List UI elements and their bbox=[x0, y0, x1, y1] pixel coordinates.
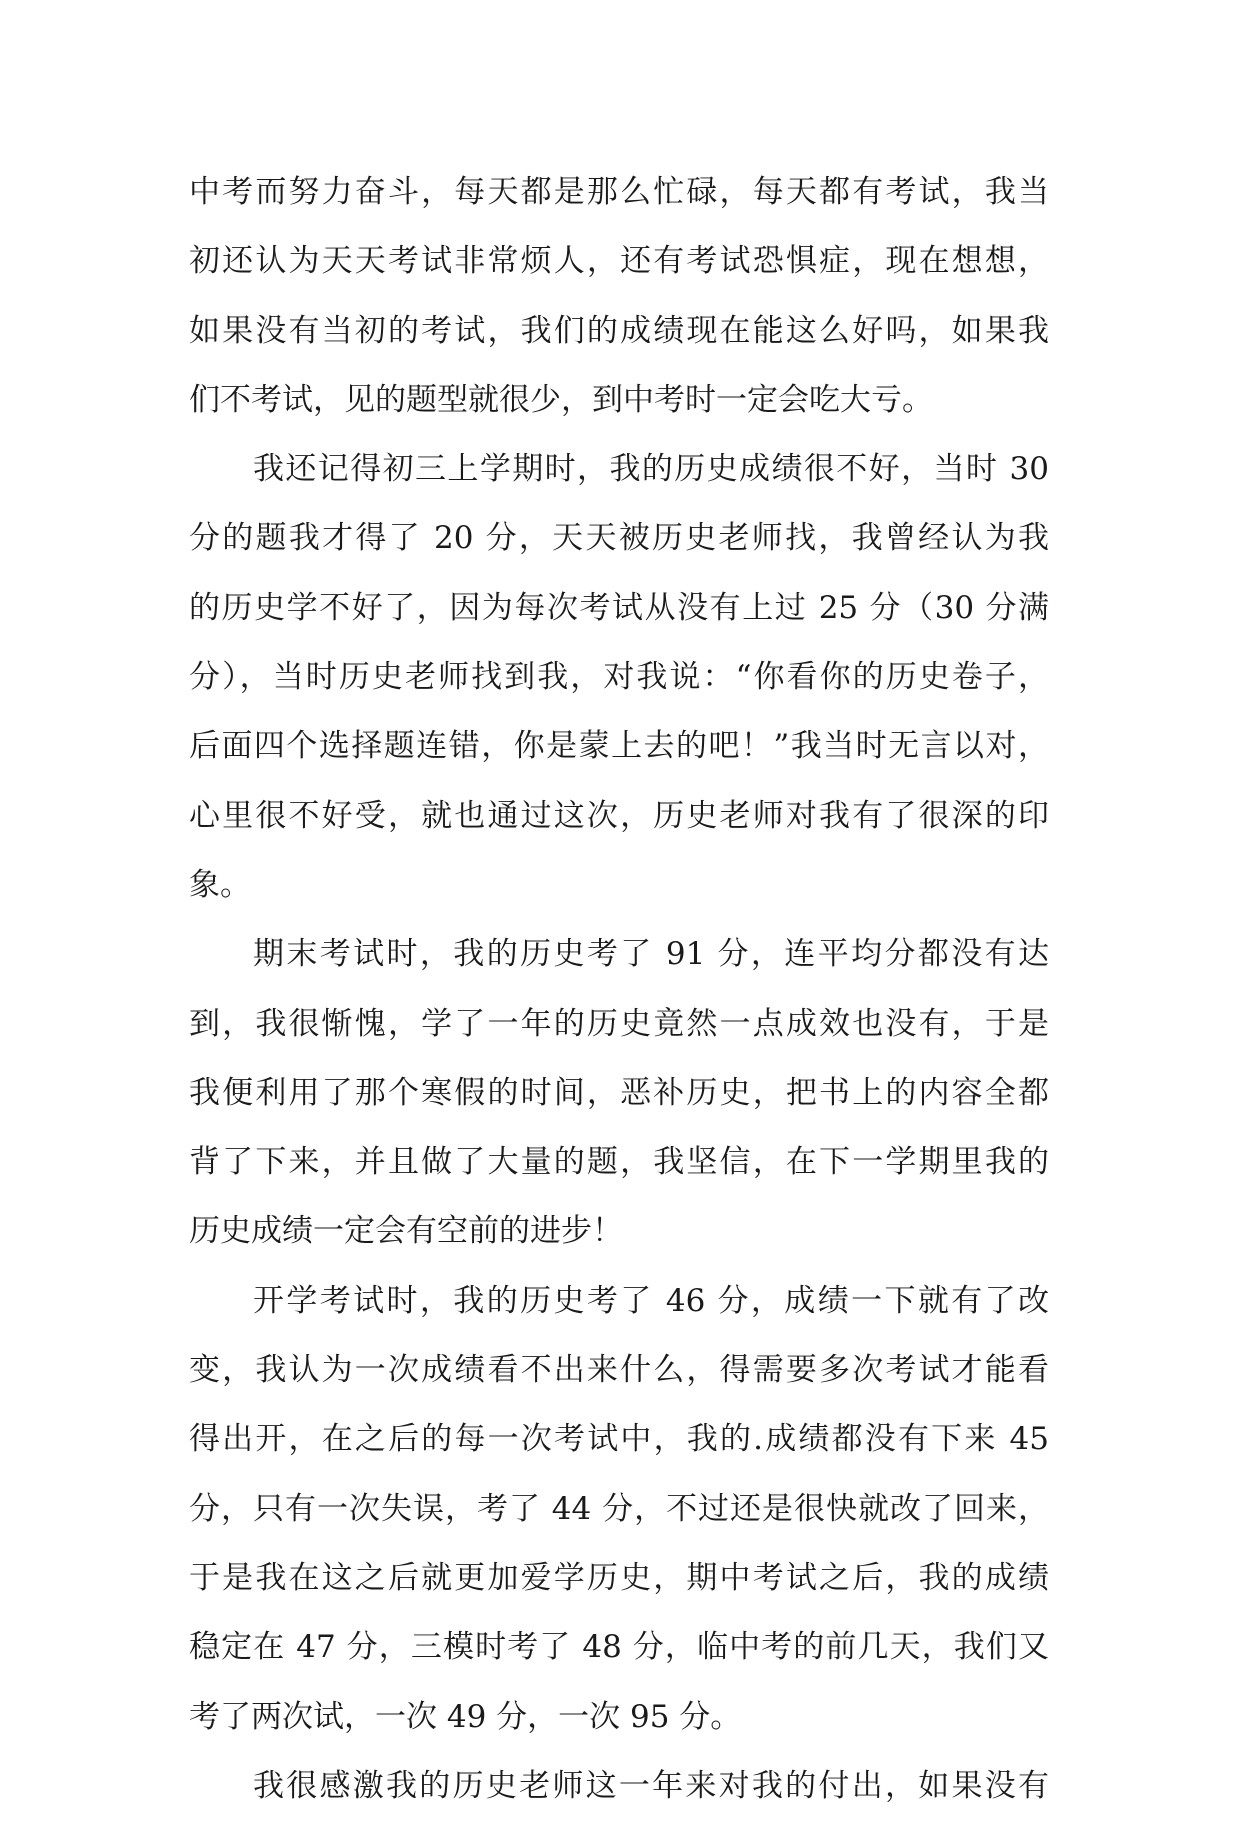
text-line: 如果没有当初的考试，我们的成绩现在能这么好吗，如果我 bbox=[189, 312, 1049, 349]
text-line: 我便利用了那个寒假的时间，恶补历史，把书上的内容全都 bbox=[189, 1074, 1049, 1111]
text-line: 初还认为天天考试非常烦人，还有考试恐惧症，现在想想， bbox=[189, 243, 1049, 280]
paragraph bbox=[189, 435, 1049, 920]
document-body bbox=[189, 158, 1049, 1821]
text-line: 心里很不好受，就也通过这次，历史老师对我有了很深的印 bbox=[189, 797, 1049, 834]
text-line: 后面四个选择题连错，你是蒙上去的吧！”我当时无言以对， bbox=[189, 728, 1049, 765]
text-line: 分，只有一次失误，考了 44 分，不过还是很快就改了回来， bbox=[189, 1490, 1049, 1527]
text-line: 背了下来，并且做了大量的题，我坚信，在下一学期里我的 bbox=[189, 1144, 1049, 1181]
text-line: 考了两次试，一次 49 分，一次 95 分。 bbox=[189, 1698, 742, 1735]
paragraph bbox=[189, 1752, 1049, 1821]
text-line: 象。 bbox=[189, 866, 251, 903]
text-line: 得出开，在之后的每一次考试中，我的.成绩都没有下来 45 bbox=[189, 1421, 1049, 1458]
text-line: 变，我认为一次成绩看不出来什么，得需要多次考试才能看 bbox=[189, 1352, 1049, 1389]
text-line: 开学考试时，我的历史考了 46 分，成绩一下就有了改 bbox=[253, 1282, 1049, 1319]
text-line: 到，我很惭愧，学了一年的历史竟然一点成效也没有，于是 bbox=[189, 1005, 1049, 1042]
text-line: 期末考试时，我的历史考了 91 分，连平均分都没有达 bbox=[253, 936, 1049, 973]
paragraph bbox=[189, 1267, 1049, 1752]
text-line: 分的题我才得了 20 分，天天被历史老师找，我曾经认为我 bbox=[189, 520, 1049, 557]
text-line: 稳定在 47 分，三模时考了 48 分，临中考的前几天，我们又 bbox=[189, 1629, 1049, 1666]
text-line: 我还记得初三上学期时，我的历史成绩很不好，当时 30 bbox=[253, 451, 1049, 488]
text-line: 分），当时历史老师找到我，对我说：“你看你的历史卷子， bbox=[189, 659, 1049, 696]
text-line: 于是我在这之后就更加爱学历史，期中考试之后，我的成绩 bbox=[189, 1559, 1049, 1596]
paragraph bbox=[189, 158, 1049, 435]
text-line: 们不考试，见的题型就很少，到中考时一定会吃大亏。 bbox=[189, 381, 933, 418]
text-line: 中考而努力奋斗，每天都是那么忙碌，每天都有考试，我当 bbox=[189, 174, 1049, 210]
text-line: 的历史学不好了，因为每次考试从没有上过 25 分（30 分满 bbox=[189, 589, 1049, 626]
text-line: 历史成绩一定会有空前的进步！ bbox=[189, 1213, 623, 1250]
text-line: 我很感激我的历史老师这一年来对我的付出，如果没有 bbox=[253, 1767, 1049, 1804]
paragraph bbox=[189, 920, 1049, 1266]
